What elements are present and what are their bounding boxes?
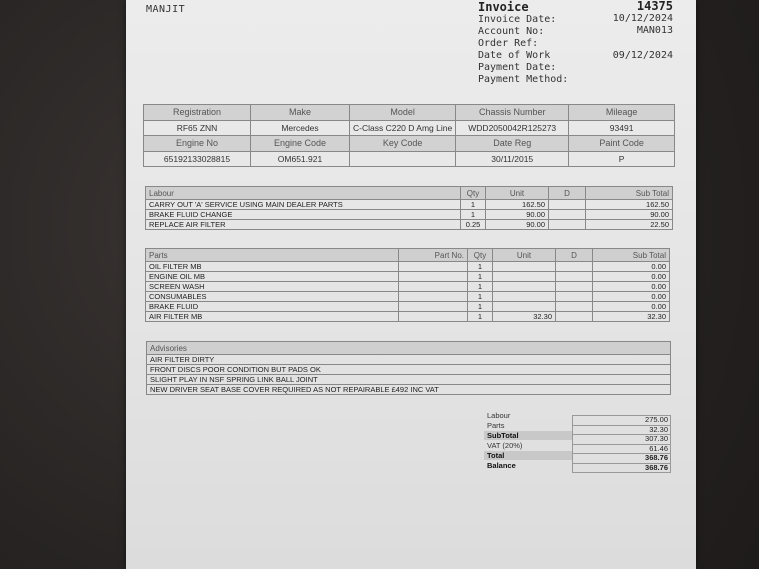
account-no-label: Account No: <box>478 26 545 37</box>
date-of-work-label: Date of Work <box>478 50 551 61</box>
labour-subtotal: 162.50 <box>586 200 673 210</box>
parts-qty: 1 <box>468 312 493 322</box>
labour-subtotal: 22.50 <box>586 220 673 230</box>
invoice-date-value: 10/12/2024 <box>612 13 673 24</box>
advisories-header: Advisories <box>147 342 671 355</box>
key-code-header: Key Code <box>350 136 456 152</box>
parts-d <box>556 272 593 282</box>
customer-name: MANJIT <box>146 4 186 15</box>
parts-subtotal: 0.00 <box>593 302 670 312</box>
parts-table <box>145 248 670 322</box>
parts-partno <box>399 302 468 312</box>
labour-unit-header: Unit <box>486 187 549 200</box>
parts-desc-header: Parts <box>146 249 399 262</box>
parts-subtotal: 0.00 <box>593 262 670 272</box>
parts-qty: 1 <box>468 262 493 272</box>
list-item <box>147 385 671 395</box>
labour-desc: BRAKE FLUID CHANGE <box>146 210 461 220</box>
totals-labels <box>487 411 522 471</box>
parts-unit <box>493 262 556 272</box>
parts-desc: CONSUMABLES <box>146 292 399 302</box>
advisories-header-row <box>147 342 671 355</box>
parts-partno-header: Part No. <box>399 249 468 262</box>
parts-desc: OIL FILTER MB <box>146 262 399 272</box>
engine-no-header: Engine No <box>144 136 251 152</box>
vehicle-details-table <box>143 104 675 167</box>
parts-unit <box>493 282 556 292</box>
make-header: Make <box>251 105 350 121</box>
totals-values <box>572 415 671 473</box>
vat-label: VAT (20%) <box>487 441 523 450</box>
parts-unit <box>493 272 556 282</box>
order-ref-label: Order Ref: <box>478 38 539 49</box>
engine-code-header: Engine Code <box>251 136 350 152</box>
table-row <box>146 302 670 312</box>
labour-header-row <box>146 187 673 200</box>
table-row <box>146 282 670 292</box>
invoice-title: Invoice <box>478 0 529 14</box>
table-row <box>146 220 673 230</box>
date-reg-value: 30/11/2015 <box>456 151 569 167</box>
parts-partno <box>399 262 468 272</box>
invoice-field-values <box>560 0 673 62</box>
engine-code-value: OM651.921 <box>251 151 350 167</box>
parts-partno <box>399 282 468 292</box>
parts-unit: 32.30 <box>493 312 556 322</box>
vehicle-value-row-2 <box>144 151 675 167</box>
model-value: C-Class C220 D Amg Line <box>350 120 456 136</box>
balance-value: 368.76 <box>572 464 671 474</box>
total-label: Total <box>487 451 505 460</box>
parts-header-row <box>146 249 670 262</box>
labour-qty: 1 <box>461 200 486 210</box>
labour-unit: 90.00 <box>486 210 549 220</box>
labour-unit: 162.50 <box>486 200 549 210</box>
list-item <box>147 355 671 365</box>
chassis-header: Chassis Number <box>456 105 569 121</box>
labour-desc-header: Labour <box>146 187 461 200</box>
table-row <box>146 312 670 322</box>
advisories-table <box>146 341 671 395</box>
parts-d <box>556 282 593 292</box>
mileage-value: 93491 <box>569 120 675 136</box>
parts-d <box>556 262 593 272</box>
payment-method-label: Payment Method: <box>478 74 569 85</box>
labour-table <box>145 186 673 230</box>
order-ref-value <box>560 37 673 49</box>
parts-total-label: Parts <box>487 421 505 430</box>
labour-unit: 90.00 <box>486 220 549 230</box>
account-no-value: MAN013 <box>636 25 673 36</box>
parts-qty-header: Qty <box>468 249 493 262</box>
labour-qty-header: Qty <box>461 187 486 200</box>
table-row <box>146 292 670 302</box>
total-value: 368.76 <box>572 454 671 464</box>
advisory-text: NEW DRIVER SEAT BASE COVER REQUIRED AS NOT REPAIRABLE £492 INC VAT <box>147 385 671 395</box>
registration-header: Registration <box>144 105 251 121</box>
advisory-text: AIR FILTER DIRTY <box>147 355 671 365</box>
engine-no-value: 65192133028815 <box>144 151 251 167</box>
parts-subtotal: 0.00 <box>593 272 670 282</box>
registration-value: RF65 ZNN <box>144 120 251 136</box>
parts-qty: 1 <box>468 282 493 292</box>
parts-d <box>556 312 593 322</box>
advisory-text: FRONT DISCS POOR CONDITION BUT PADS OK <box>147 365 671 375</box>
table-row <box>146 200 673 210</box>
table-row <box>146 262 670 272</box>
labour-qty: 0.25 <box>461 220 486 230</box>
invoice-field-labels <box>478 14 568 86</box>
parts-subtotal: 0.00 <box>593 282 670 292</box>
parts-partno <box>399 312 468 322</box>
labour-subtotal-header: Sub Total <box>586 187 673 200</box>
labour-desc: CARRY OUT 'A' SERVICE USING MAIN DEALER PARTS <box>146 200 461 210</box>
parts-partno <box>399 292 468 302</box>
parts-subtotal: 0.00 <box>593 292 670 302</box>
labour-desc: REPLACE AIR FILTER <box>146 220 461 230</box>
labour-d <box>549 200 586 210</box>
labour-subtotal: 90.00 <box>586 210 673 220</box>
vehicle-value-row <box>144 120 675 136</box>
subtotal-label: SubTotal <box>487 431 519 440</box>
date-reg-header: Date Reg <box>456 136 569 152</box>
subtotal-value: 307.30 <box>572 435 671 445</box>
parts-qty: 1 <box>468 302 493 312</box>
parts-subtotal-header: Sub Total <box>593 249 670 262</box>
table-row <box>146 272 670 282</box>
labour-total-value: 275.00 <box>572 415 671 426</box>
labour-total-label: Labour <box>487 411 511 420</box>
labour-d <box>549 210 586 220</box>
paint-code-value: P <box>569 151 675 167</box>
parts-unit <box>493 302 556 312</box>
parts-desc: AIR FILTER MB <box>146 312 399 322</box>
labour-qty: 1 <box>461 210 486 220</box>
list-item <box>147 365 671 375</box>
parts-desc: BRAKE FLUID <box>146 302 399 312</box>
parts-unit <box>493 292 556 302</box>
balance-label: Balance <box>487 461 516 470</box>
chassis-value: WDD2050042R125273 <box>456 120 569 136</box>
parts-partno <box>399 272 468 282</box>
table-row <box>146 210 673 220</box>
parts-desc: ENGINE OIL MB <box>146 272 399 282</box>
parts-d <box>556 302 593 312</box>
date-of-work-value: 09/12/2024 <box>612 50 673 61</box>
labour-d <box>549 220 586 230</box>
model-header: Model <box>350 105 456 121</box>
vehicle-header-row <box>144 105 675 121</box>
labour-d-header: D <box>549 187 586 200</box>
vehicle-header-row-2 <box>144 136 675 152</box>
payment-date-label: Payment Date: <box>478 62 557 73</box>
list-item <box>147 375 671 385</box>
parts-qty: 1 <box>468 272 493 282</box>
invoice-number: 14375 <box>636 0 673 13</box>
key-code-value <box>350 151 456 167</box>
vat-value: 61.46 <box>572 445 671 455</box>
parts-qty: 1 <box>468 292 493 302</box>
parts-d <box>556 292 593 302</box>
parts-unit-header: Unit <box>493 249 556 262</box>
parts-total-value: 32.30 <box>572 426 671 436</box>
invoice-date-label: Invoice Date: <box>478 14 557 25</box>
mileage-header: Mileage <box>569 105 675 121</box>
make-value: Mercedes <box>251 120 350 136</box>
parts-subtotal: 32.30 <box>593 312 670 322</box>
paint-code-header: Paint Code <box>569 136 675 152</box>
advisory-text: SLIGHT PLAY IN NSF SPRING LINK BALL JOINT <box>147 375 671 385</box>
parts-d-header: D <box>556 249 593 262</box>
parts-desc: SCREEN WASH <box>146 282 399 292</box>
